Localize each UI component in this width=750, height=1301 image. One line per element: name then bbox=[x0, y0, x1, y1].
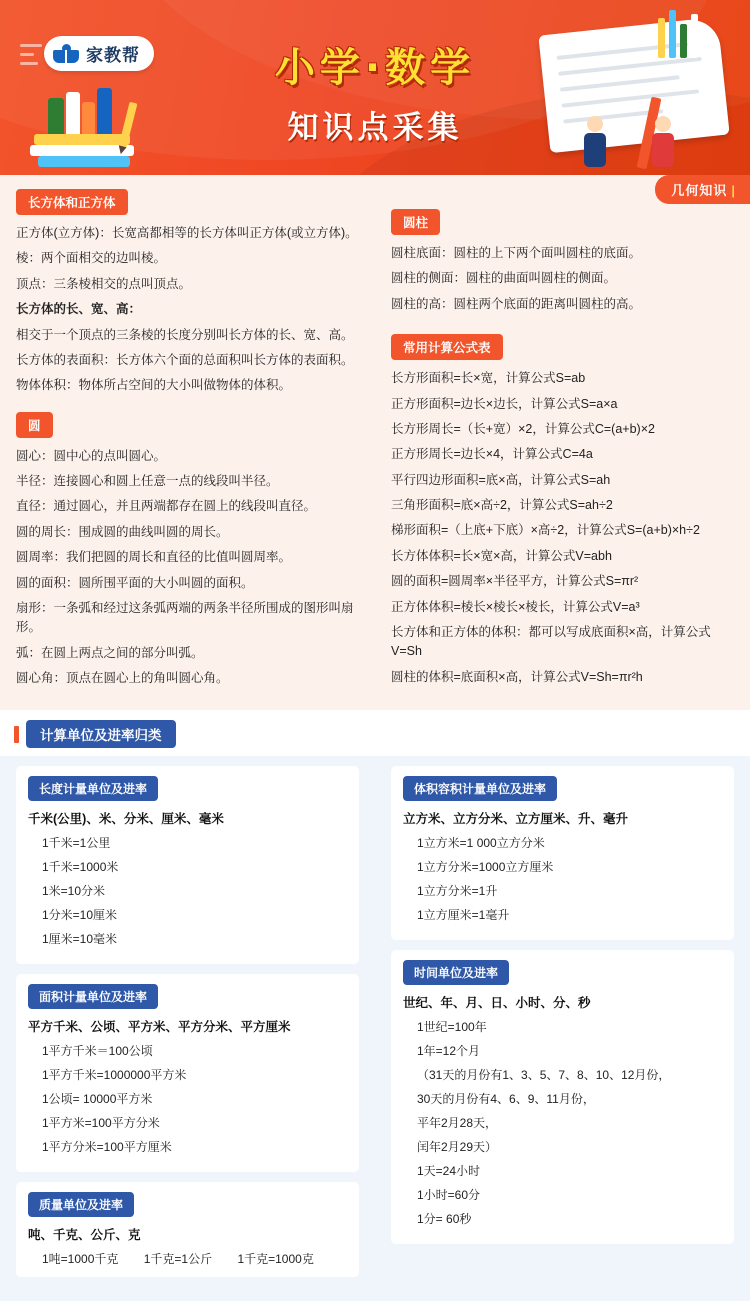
unit-line: 1世纪=100年 bbox=[417, 1020, 487, 1035]
unit-head: 千米(公里)、米、分米、厘米、毫米 bbox=[28, 812, 224, 827]
unit-line: 1米=10分米 bbox=[42, 884, 106, 899]
units-section-header bbox=[0, 710, 750, 756]
page-title: 小学·数学 bbox=[274, 45, 476, 91]
subtag-mass-units: 质量单位及进率 bbox=[28, 1192, 134, 1217]
units-section-title: 计算单位及进率归类 bbox=[26, 720, 176, 748]
formula-line: 梯形面积=（上底+下底）×高÷2，计算公式S=(a+b)×h÷2 bbox=[391, 523, 700, 538]
unit-line: 1厘米=10毫米 bbox=[42, 932, 118, 947]
units-section bbox=[0, 756, 750, 1301]
text-line: 圆的周长：围成圆的曲线叫圆的周长。 bbox=[16, 524, 229, 539]
formula-line: 长方形周长=（长+宽）×2，计算公式C=(a+b)×2 bbox=[391, 421, 655, 436]
unit-line: 30天的月份有4、6、9、11月份， bbox=[417, 1092, 595, 1107]
text-line: 顶点：三条棱相交的点叫顶点。 bbox=[16, 276, 192, 291]
unit-line: 1千克=1000克 bbox=[237, 1252, 314, 1267]
card-volume-units bbox=[391, 766, 734, 940]
unit-line: 1平方分米=100平方厘米 bbox=[42, 1140, 172, 1155]
unit-line: 1立方厘米=1毫升 bbox=[417, 908, 510, 923]
geometry-section bbox=[0, 175, 750, 710]
formula-line: 正方体体积=棱长×棱长×棱长，计算公式V=a³ bbox=[391, 599, 640, 614]
formula-line: 平行四边形面积=底×高，计算公式S=ah bbox=[391, 472, 611, 487]
subtag-area-units: 面积计量单位及进率 bbox=[28, 984, 158, 1009]
text-line: 直径：通过圆心，并且两端都存在圆上的线段叫直径。 bbox=[16, 499, 317, 514]
unit-line: 1吨=1000千克 bbox=[42, 1252, 119, 1267]
formula-line: 长方形面积=长×宽，计算公式S=ab bbox=[391, 371, 586, 386]
formula-line: 圆的面积=圆周率×半径平方，计算公式S=πr² bbox=[391, 574, 639, 589]
text-line: 圆柱的侧面：圆柱的曲面叫圆柱的侧面。 bbox=[391, 271, 617, 286]
card-length-units bbox=[16, 766, 359, 964]
formula-line: 长方体和正方体的体积：都可以写成底面积×高，计算公式V=Sh bbox=[391, 624, 711, 659]
text-line: 圆心角：顶点在圆心上的角叫圆心角。 bbox=[16, 671, 229, 685]
unit-line: 1平方千米=1000000平方米 bbox=[42, 1068, 187, 1083]
text-line: 正方体(立方体)：长宽高都相等的长方体叫正方体(或立方体)。 bbox=[16, 226, 358, 240]
tag-cylinder: 圆柱 bbox=[391, 209, 440, 235]
text-line: 圆周率：我们把圆的周长和直径的比值叫圆周率。 bbox=[16, 550, 292, 565]
text-line: 圆柱底面：圆柱的上下两个面叫圆柱的底面。 bbox=[391, 246, 642, 260]
geometry-banner: 几何知识 | bbox=[655, 175, 750, 204]
unit-head: 平方千米、公顷、平方米、平方分米、平方厘米 bbox=[28, 1020, 291, 1035]
unit-line: 1立方分米=1000立方厘米 bbox=[417, 860, 554, 875]
text-line: 圆的面积：圆所围平面的大小叫圆的面积。 bbox=[16, 575, 254, 590]
unit-line: 1立方分米=1升 bbox=[417, 884, 498, 899]
unit-head: 立方米、立方分米、立方厘米、升、毫升 bbox=[403, 812, 629, 827]
units-left-column bbox=[0, 756, 375, 1301]
accent-bar bbox=[14, 726, 19, 743]
subtag-volume-units: 体积容积计量单位及进率 bbox=[403, 776, 557, 801]
unit-line: 1平方千米＝100公顷 bbox=[42, 1044, 153, 1059]
unit-head: 世纪、年、月、日、小时、分、秒 bbox=[403, 996, 591, 1011]
unit-line: 1分米=10厘米 bbox=[42, 908, 118, 923]
unit-line: 1平方米=100平方分米 bbox=[42, 1116, 160, 1131]
card-time-units bbox=[391, 950, 734, 1244]
pens-cup-decor bbox=[656, 8, 710, 58]
unit-line: 1千米=1000米 bbox=[42, 860, 119, 875]
tag-circle: 圆 bbox=[16, 412, 53, 438]
formula-line: 长方体体积=长×宽×高，计算公式V=abh bbox=[391, 548, 612, 563]
text-line: 棱：两个面相交的边叫棱。 bbox=[16, 251, 167, 266]
text-line: 圆心：圆中心的点叫圆心。 bbox=[16, 448, 167, 463]
formula-line: 三角形面积=底×高÷2，计算公式S=ah÷2 bbox=[391, 498, 613, 512]
unit-line: 1千克=1公斤 bbox=[143, 1252, 213, 1267]
unit-line: （31天的月份有1、3、5、7、8、10、12月份， bbox=[417, 1068, 671, 1083]
content-body bbox=[0, 175, 750, 1301]
card-mass-units bbox=[16, 1182, 359, 1277]
unit-line: 1天=24小时 bbox=[417, 1164, 481, 1179]
student-boy-illustration bbox=[580, 116, 610, 167]
card-area-units bbox=[16, 974, 359, 1172]
text-line: 长方体的长、宽、高： bbox=[16, 302, 142, 317]
formula-line: 正方形面积=边长×边长，计算公式S=a×a bbox=[391, 396, 618, 411]
page-subtitle: 知识点采集 bbox=[287, 110, 463, 146]
tag-cuboid-cube: 长方体和正方体 bbox=[16, 189, 128, 215]
text-line: 长方体的表面积：长方体六个面的总面积叫长方体的表面积。 bbox=[16, 352, 354, 367]
text-line: 半径：连接圆心和圆上任意一点的线段叫半径。 bbox=[16, 474, 279, 488]
text-line: 相交于一个顶点的三条棱的长度分别叫长方体的长、宽、高。 bbox=[16, 327, 354, 342]
text-line: 扇形：一条弧和经过这条弧两端的两条半径所围成的图形叫扇形。 bbox=[16, 600, 354, 635]
subtag-time-units: 时间单位及进率 bbox=[403, 960, 509, 985]
unit-line: 1立方米=1 000立方分米 bbox=[417, 836, 545, 851]
unit-line: 1分= 60秒 bbox=[417, 1212, 472, 1227]
unit-line: 1小时=60分 bbox=[417, 1188, 481, 1203]
geometry-right-column bbox=[375, 175, 750, 710]
unit-line: 闰年2月29天） bbox=[417, 1140, 498, 1155]
formula-line: 圆柱的体积=底面积×高，计算公式V=Sh=πr²h bbox=[391, 669, 643, 684]
unit-line: 1公顷= 10000平方米 bbox=[42, 1092, 153, 1107]
unit-head: 吨、千克、公斤、克 bbox=[28, 1228, 141, 1243]
student-girl-illustration bbox=[648, 116, 678, 167]
unit-line: 平年2月28天， bbox=[417, 1116, 498, 1131]
subtag-length-units: 长度计量单位及进率 bbox=[28, 776, 158, 801]
brand-name: 家教帮 bbox=[86, 46, 140, 65]
text-line: 圆柱的高：圆柱两个底面的距离叫圆柱的高。 bbox=[391, 296, 642, 311]
page-header bbox=[0, 0, 750, 175]
formula-line: 正方形周长=边长×4，计算公式C=4a bbox=[391, 447, 593, 462]
text-line: 弧：在圆上两点之间的部分叫弧。 bbox=[16, 645, 204, 660]
units-right-column bbox=[375, 756, 750, 1301]
geometry-left-column bbox=[0, 175, 375, 710]
unit-line: 1年=12个月 bbox=[417, 1044, 481, 1059]
text-line: 物体体积：物体所占空间的大小叫做物体的体积。 bbox=[16, 378, 292, 393]
unit-row bbox=[28, 1250, 347, 1267]
tag-formula-table: 常用计算公式表 bbox=[391, 334, 503, 360]
unit-line: 1千米=1公里 bbox=[42, 836, 111, 851]
